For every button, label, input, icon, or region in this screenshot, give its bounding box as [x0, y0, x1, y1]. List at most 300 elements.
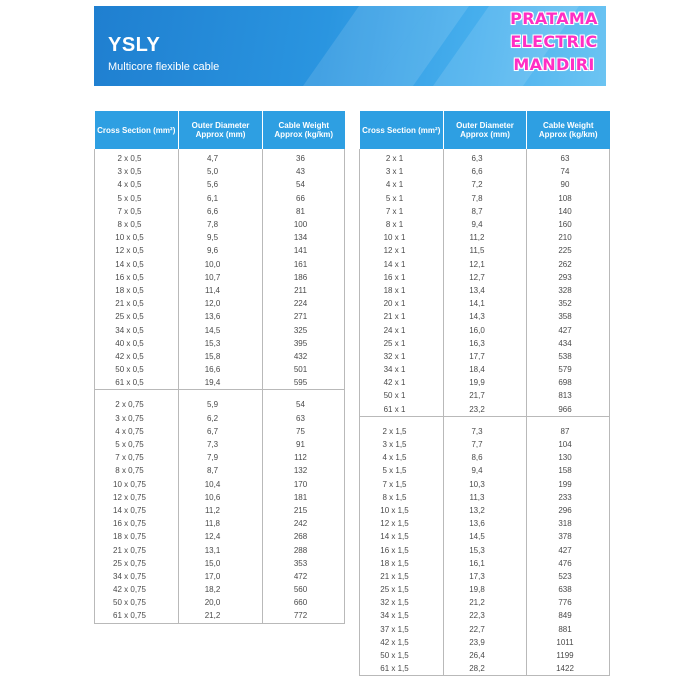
table-row: [360, 543, 610, 556]
cross-section-cell: 2 x 1: [360, 149, 444, 165]
outer-diameter-cell: 11,3: [444, 491, 527, 504]
cable-weight-cell: 293: [527, 271, 610, 284]
outer-diameter-cell: 10,3: [444, 478, 527, 491]
cable-weight-cell: 130: [527, 451, 610, 464]
outer-diameter-cell: 23,2: [444, 403, 527, 417]
cable-weight-cell: 427: [527, 323, 610, 336]
outer-diameter-cell: 11,2: [444, 231, 527, 244]
cross-section-cell: 34 x 1,5: [360, 609, 444, 622]
outer-diameter-cell: 7,3: [179, 438, 263, 451]
cable-weight-cell: 63: [263, 412, 345, 425]
cross-section-cell: 12 x 0,75: [95, 491, 179, 504]
cable-weight-cell: 378: [527, 530, 610, 543]
outer-diameter-cell: 26,4: [444, 649, 527, 662]
cable-weight-cell: 211: [263, 284, 345, 297]
cross-section-cell: 10 x 0,5: [95, 231, 179, 244]
cross-section-cell: 7 x 0,5: [95, 205, 179, 218]
table-row: [360, 596, 610, 609]
table-row: [95, 464, 345, 477]
cable-weight-cell: 262: [527, 258, 610, 271]
cable-weight-cell: 186: [263, 271, 345, 284]
cable-weight-cell: 104: [527, 438, 610, 451]
product-subtitle: Multicore flexible cable: [108, 61, 220, 73]
cross-section-cell: 2 x 0,75: [95, 390, 179, 412]
cable-weight-cell: 881: [527, 623, 610, 636]
column-header-outer-diameter: Outer Diameter Approx (mm): [179, 111, 263, 149]
product-title: YSLY: [108, 34, 161, 56]
cross-section-cell: 3 x 0,5: [95, 165, 179, 178]
cross-section-cell: 8 x 1,5: [360, 491, 444, 504]
table-row: [360, 438, 610, 451]
cable-weight-cell: 1199: [527, 649, 610, 662]
cable-weight-cell: 63: [527, 149, 610, 165]
table-row: [95, 350, 345, 363]
cable-weight-cell: 112: [263, 451, 345, 464]
outer-diameter-cell: 5,6: [179, 178, 263, 191]
outer-diameter-cell: 14,5: [179, 323, 263, 336]
cable-weight-cell: 91: [263, 438, 345, 451]
outer-diameter-cell: 9,5: [179, 231, 263, 244]
cable-weight-cell: 160: [527, 218, 610, 231]
outer-diameter-cell: 4,7: [179, 149, 263, 165]
table-row: [360, 231, 610, 244]
outer-diameter-cell: 11,2: [179, 504, 263, 517]
outer-diameter-cell: 8,7: [179, 464, 263, 477]
table-row: [360, 165, 610, 178]
outer-diameter-cell: 7,8: [179, 218, 263, 231]
table-row: [360, 297, 610, 310]
cable-weight-cell: 776: [527, 596, 610, 609]
table-row: [360, 451, 610, 464]
table-row: [360, 149, 610, 165]
cable-weight-cell: 140: [527, 205, 610, 218]
cross-section-cell: 25 x 1: [360, 337, 444, 350]
brand-line: ELECTRIC: [510, 32, 598, 51]
cable-weight-cell: 472: [263, 570, 345, 583]
outer-diameter-cell: 11,4: [179, 284, 263, 297]
cross-section-cell: 50 x 0,5: [95, 363, 179, 376]
cable-weight-cell: 268: [263, 530, 345, 543]
cable-weight-cell: 242: [263, 517, 345, 530]
cross-section-cell: 42 x 1: [360, 376, 444, 389]
cross-section-cell: 42 x 0,5: [95, 350, 179, 363]
cross-section-cell: 61 x 0,5: [95, 376, 179, 390]
outer-diameter-cell: 11,5: [444, 244, 527, 257]
cross-section-cell: 12 x 1,5: [360, 517, 444, 530]
outer-diameter-cell: 16,0: [444, 323, 527, 336]
cable-weight-cell: 595: [263, 376, 345, 390]
outer-diameter-cell: 14,3: [444, 310, 527, 323]
table-row: [95, 504, 345, 517]
table-row: [95, 609, 345, 623]
outer-diameter-cell: 5,0: [179, 165, 263, 178]
outer-diameter-cell: 14,5: [444, 530, 527, 543]
cross-section-cell: 5 x 1,5: [360, 464, 444, 477]
cross-section-cell: 24 x 1: [360, 323, 444, 336]
column-header-outer-diameter: Outer Diameter Approx (mm): [444, 111, 527, 149]
outer-diameter-cell: 7,9: [179, 451, 263, 464]
outer-diameter-cell: 8,7: [444, 205, 527, 218]
cross-section-cell: 25 x 0,75: [95, 557, 179, 570]
cable-weight-cell: 432: [263, 350, 345, 363]
outer-diameter-cell: 7,7: [444, 438, 527, 451]
table-row: [360, 271, 610, 284]
column-header-cross-section: Cross Section (mm²): [360, 111, 444, 149]
cross-section-cell: 12 x 0,5: [95, 244, 179, 257]
cross-section-cell: 61 x 0,75: [95, 609, 179, 623]
column-header-cross-section: Cross Section (mm²): [95, 111, 179, 149]
outer-diameter-cell: 17,0: [179, 570, 263, 583]
table-row: [360, 478, 610, 491]
outer-diameter-cell: 9,4: [444, 218, 527, 231]
outer-diameter-cell: 10,0: [179, 258, 263, 271]
cable-weight-cell: 141: [263, 244, 345, 257]
cross-section-cell: 3 x 1: [360, 165, 444, 178]
outer-diameter-cell: 15,3: [179, 337, 263, 350]
outer-diameter-cell: 8,6: [444, 451, 527, 464]
outer-diameter-cell: 21,2: [444, 596, 527, 609]
outer-diameter-cell: 10,4: [179, 478, 263, 491]
spec-table-left: [94, 111, 345, 624]
cable-weight-cell: 966: [527, 403, 610, 417]
table-row: [360, 557, 610, 570]
cable-weight-cell: 233: [527, 491, 610, 504]
outer-diameter-cell: 15,8: [179, 350, 263, 363]
table-row: [95, 218, 345, 231]
cable-weight-cell: 108: [527, 192, 610, 205]
cable-weight-cell: 161: [263, 258, 345, 271]
cable-weight-cell: 134: [263, 231, 345, 244]
outer-diameter-cell: 12,1: [444, 258, 527, 271]
outer-diameter-cell: 6,6: [179, 205, 263, 218]
table-row: [360, 323, 610, 336]
table-row: [95, 425, 345, 438]
cross-section-cell: 12 x 1: [360, 244, 444, 257]
cross-section-cell: 34 x 1: [360, 363, 444, 376]
outer-diameter-cell: 13,2: [444, 504, 527, 517]
outer-diameter-cell: 16,3: [444, 337, 527, 350]
cross-section-cell: 18 x 1,5: [360, 557, 444, 570]
table-row: [360, 491, 610, 504]
cross-section-cell: 14 x 1,5: [360, 530, 444, 543]
table-row: [360, 583, 610, 596]
cable-weight-cell: 353: [263, 557, 345, 570]
cross-section-cell: 25 x 1,5: [360, 583, 444, 596]
cross-section-cell: 7 x 0,75: [95, 451, 179, 464]
cross-section-cell: 7 x 1,5: [360, 478, 444, 491]
cable-weight-cell: 54: [263, 390, 345, 412]
table-row: [360, 416, 610, 438]
table-section-0-5mm: [95, 149, 345, 390]
outer-diameter-cell: 21,7: [444, 389, 527, 402]
table-row: [360, 205, 610, 218]
cable-weight-cell: 210: [527, 231, 610, 244]
brand-line: PRATAMA: [510, 9, 598, 28]
outer-diameter-cell: 18,4: [444, 363, 527, 376]
table-row: [95, 438, 345, 451]
cable-weight-cell: 224: [263, 297, 345, 310]
cable-weight-cell: 476: [527, 557, 610, 570]
cross-section-cell: 5 x 0,5: [95, 192, 179, 205]
cable-weight-cell: 199: [527, 478, 610, 491]
outer-diameter-cell: 6,2: [179, 412, 263, 425]
cross-section-cell: 16 x 0,5: [95, 271, 179, 284]
table-row: [95, 596, 345, 609]
cable-weight-cell: 170: [263, 478, 345, 491]
cross-section-cell: 16 x 0,75: [95, 517, 179, 530]
cable-weight-cell: 181: [263, 491, 345, 504]
cross-section-cell: 16 x 1,5: [360, 543, 444, 556]
outer-diameter-cell: 12,4: [179, 530, 263, 543]
cable-weight-cell: 352: [527, 297, 610, 310]
table-row: [360, 337, 610, 350]
table-row: [360, 662, 610, 676]
cable-weight-cell: 54: [263, 178, 345, 191]
cable-weight-cell: 813: [527, 389, 610, 402]
cross-section-cell: 18 x 1: [360, 284, 444, 297]
cross-section-cell: 4 x 0,5: [95, 178, 179, 191]
table-row: [95, 192, 345, 205]
outer-diameter-cell: 10,7: [179, 271, 263, 284]
cable-weight-cell: 74: [527, 165, 610, 178]
table-row: [95, 231, 345, 244]
outer-diameter-cell: 13,4: [444, 284, 527, 297]
table-row: [95, 543, 345, 556]
outer-diameter-cell: 9,4: [444, 464, 527, 477]
cable-weight-cell: 772: [263, 609, 345, 623]
cable-weight-cell: 849: [527, 609, 610, 622]
outer-diameter-cell: 13,6: [444, 517, 527, 530]
cross-section-cell: 50 x 1: [360, 389, 444, 402]
cable-weight-cell: 638: [527, 583, 610, 596]
cross-section-cell: 18 x 0,75: [95, 530, 179, 543]
cable-weight-cell: 43: [263, 165, 345, 178]
table-row: [95, 363, 345, 376]
cable-weight-cell: 1422: [527, 662, 610, 676]
table-row: [95, 297, 345, 310]
cable-weight-cell: 132: [263, 464, 345, 477]
cable-weight-cell: 325: [263, 323, 345, 336]
table-section-1-5mm: [360, 416, 610, 676]
cable-weight-cell: 271: [263, 310, 345, 323]
cable-weight-cell: 358: [527, 310, 610, 323]
cable-weight-cell: 434: [527, 337, 610, 350]
table-row: [95, 244, 345, 257]
cross-section-cell: 21 x 0,5: [95, 297, 179, 310]
table-row: [360, 258, 610, 271]
cable-weight-cell: 225: [527, 244, 610, 257]
cross-section-cell: 7 x 1: [360, 205, 444, 218]
cross-section-cell: 4 x 1,5: [360, 451, 444, 464]
outer-diameter-cell: 14,1: [444, 297, 527, 310]
cross-section-cell: 2 x 1,5: [360, 416, 444, 438]
table-row: [360, 363, 610, 376]
table-row: [95, 178, 345, 191]
cable-weight-cell: 660: [263, 596, 345, 609]
cross-section-cell: 21 x 0,75: [95, 543, 179, 556]
cable-weight-cell: 90: [527, 178, 610, 191]
table-row: [360, 244, 610, 257]
cross-section-cell: 50 x 0,75: [95, 596, 179, 609]
cross-section-cell: 4 x 1: [360, 178, 444, 191]
cable-weight-cell: 501: [263, 363, 345, 376]
cross-section-cell: 10 x 1,5: [360, 504, 444, 517]
cross-section-cell: 4 x 0,75: [95, 425, 179, 438]
table-row: [95, 451, 345, 464]
table-row: [360, 464, 610, 477]
outer-diameter-cell: 7,2: [444, 178, 527, 191]
cross-section-cell: 37 x 1,5: [360, 623, 444, 636]
outer-diameter-cell: 20,0: [179, 596, 263, 609]
table-row: [95, 258, 345, 271]
cross-section-cell: 5 x 1: [360, 192, 444, 205]
outer-diameter-cell: 19,8: [444, 583, 527, 596]
cross-section-cell: 8 x 1: [360, 218, 444, 231]
cross-section-cell: 8 x 0,5: [95, 218, 179, 231]
cross-section-cell: 61 x 1: [360, 403, 444, 417]
table-row: [360, 178, 610, 191]
table-row: [360, 403, 610, 417]
cross-section-cell: 2 x 0,5: [95, 149, 179, 165]
table-row: [95, 337, 345, 350]
column-header-cable-weight: Cable Weight Approx (kg/km): [263, 111, 345, 149]
cross-section-cell: 10 x 0,75: [95, 478, 179, 491]
spec-table-right: [359, 111, 610, 676]
table-row: [95, 271, 345, 284]
table-row: [95, 412, 345, 425]
column-header-cable-weight: Cable Weight Approx (kg/km): [527, 111, 610, 149]
outer-diameter-cell: 28,2: [444, 662, 527, 676]
table-row: [95, 530, 345, 543]
table-row: [95, 390, 345, 412]
table-row: [95, 570, 345, 583]
table-row: [95, 478, 345, 491]
outer-diameter-cell: 6,3: [444, 149, 527, 165]
table-row: [360, 636, 610, 649]
table-section-0-75mm: [95, 390, 345, 623]
table-row: [95, 583, 345, 596]
cross-section-cell: 21 x 1: [360, 310, 444, 323]
table-row: [95, 376, 345, 390]
cable-weight-cell: 288: [263, 543, 345, 556]
outer-diameter-cell: 9,6: [179, 244, 263, 257]
cross-section-cell: 25 x 0,5: [95, 310, 179, 323]
table-row: [95, 149, 345, 165]
table-row: [360, 218, 610, 231]
cross-section-cell: 16 x 1: [360, 271, 444, 284]
cross-section-cell: 10 x 1: [360, 231, 444, 244]
table-row: [95, 310, 345, 323]
table-row: [360, 284, 610, 297]
outer-diameter-cell: 19,9: [444, 376, 527, 389]
cable-weight-cell: 87: [527, 416, 610, 438]
table-row: [360, 530, 610, 543]
cross-section-cell: 50 x 1,5: [360, 649, 444, 662]
cross-section-cell: 14 x 0,5: [95, 258, 179, 271]
table-row: [95, 323, 345, 336]
cable-weight-cell: 1011: [527, 636, 610, 649]
cable-weight-cell: 215: [263, 504, 345, 517]
cable-weight-cell: 81: [263, 205, 345, 218]
brand-watermark: [507, 7, 601, 76]
cable-weight-cell: 328: [527, 284, 610, 297]
cross-section-cell: 32 x 1,5: [360, 596, 444, 609]
cable-weight-cell: 395: [263, 337, 345, 350]
outer-diameter-cell: 13,6: [179, 310, 263, 323]
outer-diameter-cell: 19,4: [179, 376, 263, 390]
table-section-1mm: [360, 149, 610, 416]
cross-section-cell: 32 x 1: [360, 350, 444, 363]
cross-section-cell: 5 x 0,75: [95, 438, 179, 451]
outer-diameter-cell: 22,3: [444, 609, 527, 622]
table-row: [360, 192, 610, 205]
outer-diameter-cell: 22,7: [444, 623, 527, 636]
cross-section-cell: 61 x 1,5: [360, 662, 444, 676]
cable-weight-cell: 100: [263, 218, 345, 231]
table-row: [95, 165, 345, 178]
table-row: [360, 504, 610, 517]
table-row: [360, 376, 610, 389]
outer-diameter-cell: 5,9: [179, 390, 263, 412]
brand-line: MANDIRI: [513, 55, 595, 74]
table-row: [360, 623, 610, 636]
table-row: [360, 649, 610, 662]
table-row: [360, 609, 610, 622]
outer-diameter-cell: 10,6: [179, 491, 263, 504]
outer-diameter-cell: 21,2: [179, 609, 263, 623]
outer-diameter-cell: 17,7: [444, 350, 527, 363]
cross-section-cell: 34 x 0,5: [95, 323, 179, 336]
cable-weight-cell: 698: [527, 376, 610, 389]
outer-diameter-cell: 17,3: [444, 570, 527, 583]
outer-diameter-cell: 6,7: [179, 425, 263, 438]
outer-diameter-cell: 6,1: [179, 192, 263, 205]
table-row: [360, 350, 610, 363]
outer-diameter-cell: 23,9: [444, 636, 527, 649]
outer-diameter-cell: 16,1: [444, 557, 527, 570]
table-row: [95, 491, 345, 504]
cable-weight-cell: 427: [527, 543, 610, 556]
cable-weight-cell: 538: [527, 350, 610, 363]
outer-diameter-cell: 13,1: [179, 543, 263, 556]
table-row: [95, 284, 345, 297]
cross-section-cell: 8 x 0,75: [95, 464, 179, 477]
cable-weight-cell: 560: [263, 583, 345, 596]
outer-diameter-cell: 7,3: [444, 416, 527, 438]
cable-weight-cell: 66: [263, 192, 345, 205]
table-row: [360, 570, 610, 583]
cross-section-cell: 40 x 0,5: [95, 337, 179, 350]
cross-section-cell: 42 x 0,75: [95, 583, 179, 596]
cross-section-cell: 21 x 1,5: [360, 570, 444, 583]
table-row: [360, 310, 610, 323]
cable-weight-cell: 579: [527, 363, 610, 376]
cable-weight-cell: 318: [527, 517, 610, 530]
cross-section-cell: 14 x 0,75: [95, 504, 179, 517]
table-row: [95, 517, 345, 530]
cross-section-cell: 20 x 1: [360, 297, 444, 310]
cross-section-cell: 18 x 0,5: [95, 284, 179, 297]
outer-diameter-cell: 15,3: [444, 543, 527, 556]
outer-diameter-cell: 15,0: [179, 557, 263, 570]
outer-diameter-cell: 12,7: [444, 271, 527, 284]
outer-diameter-cell: 12,0: [179, 297, 263, 310]
cross-section-cell: 3 x 0,75: [95, 412, 179, 425]
cross-section-cell: 3 x 1,5: [360, 438, 444, 451]
table-row: [95, 205, 345, 218]
outer-diameter-cell: 6,6: [444, 165, 527, 178]
table-row: [360, 389, 610, 402]
